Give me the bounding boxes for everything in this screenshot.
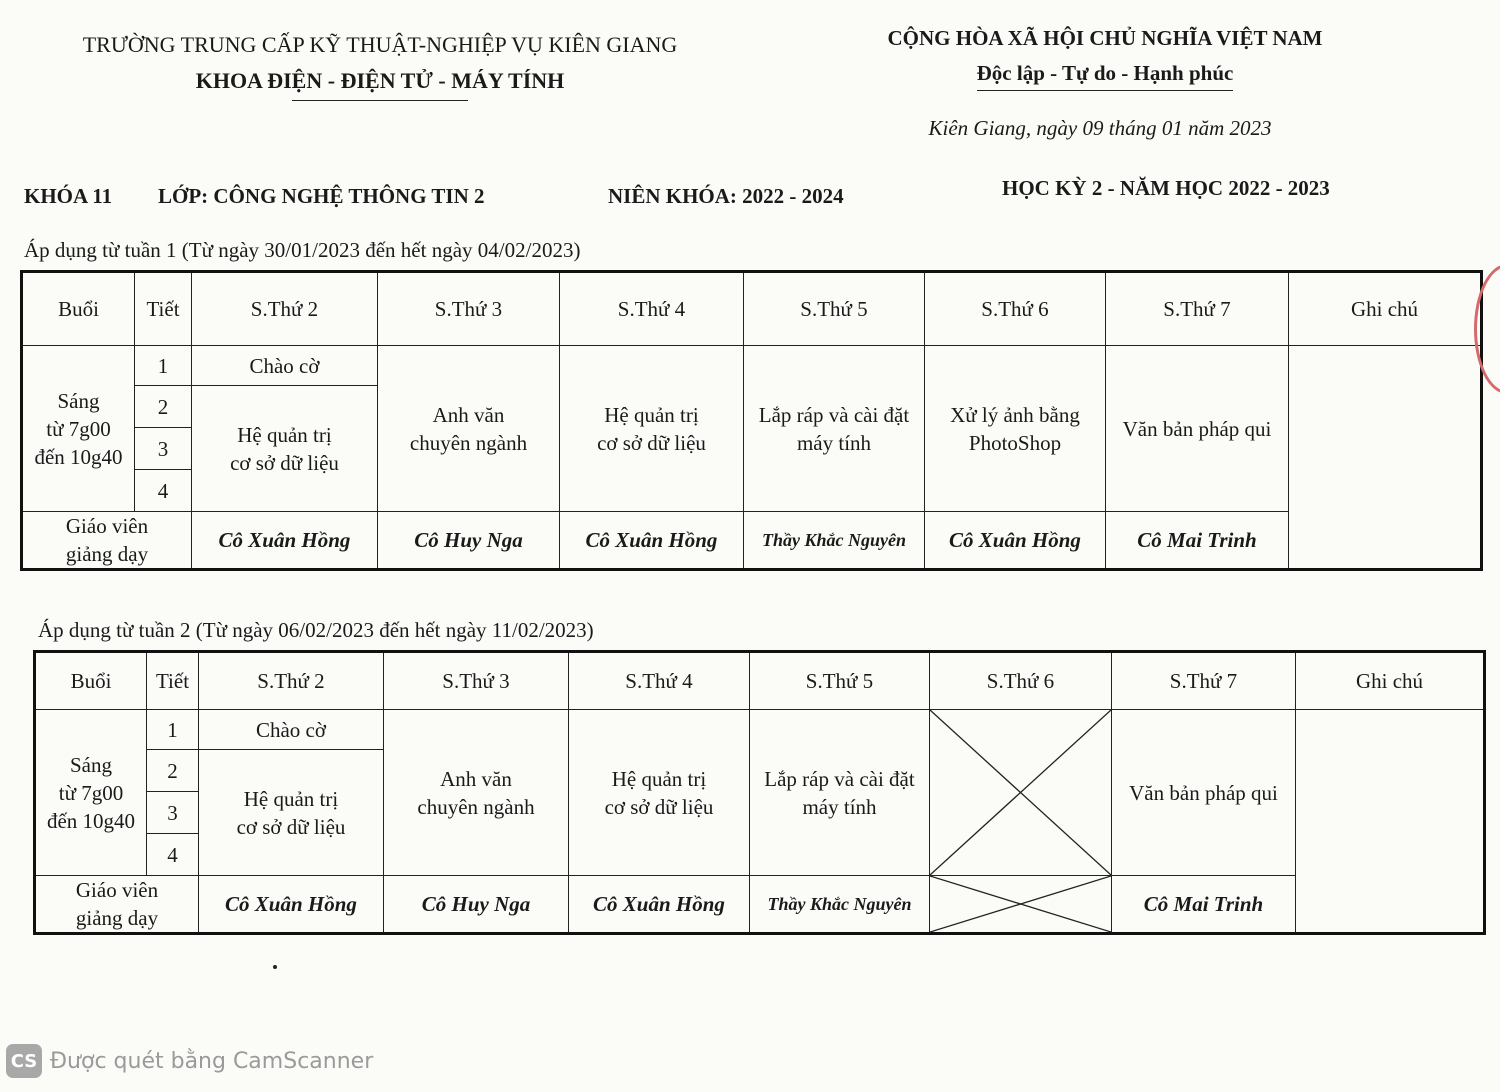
col-ghichu: Ghi chú <box>1289 272 1482 346</box>
col-thu3: S.Thứ 3 <box>378 272 560 346</box>
subject-line: cơ sở dữ liệu <box>230 450 339 475</box>
no-teacher-thu6 <box>930 876 1112 934</box>
school-header <box>20 32 740 101</box>
teacher-thu2: Cô Xuân Hồng <box>192 512 378 570</box>
subject-thu2 <box>192 386 378 512</box>
teacher-thu2: Cô Xuân Hồng <box>199 876 384 934</box>
period-number: 4 <box>147 834 199 876</box>
note-cell <box>1289 346 1482 570</box>
cross-out-mark <box>930 710 1111 875</box>
session-from: từ 7g00 <box>58 780 124 805</box>
teacher-thu4: Cô Xuân Hồng <box>569 876 750 934</box>
subject-line: Hệ quản trị <box>604 402 699 427</box>
subject-thu5 <box>750 710 930 876</box>
session-cell <box>22 346 135 512</box>
scanner-watermark <box>6 1044 373 1078</box>
col-thu4: S.Thứ 4 <box>560 272 744 346</box>
subject-line: cơ sở dữ liệu <box>604 794 714 819</box>
national-header <box>860 26 1350 91</box>
class-label: LỚP: CÔNG NGHỆ THÔNG TIN 2 <box>158 184 485 208</box>
teacher-thu5: Thầy Khắc Nguyên <box>744 512 925 570</box>
subject-line: Văn bản pháp qui <box>1129 780 1278 805</box>
col-thu5: S.Thứ 5 <box>744 272 925 346</box>
subject-thu3 <box>378 346 560 512</box>
semester-label: HỌC KỲ 2 - NĂM HỌC 2022 - 2023 <box>1002 176 1330 200</box>
col-thu6: S.Thứ 6 <box>930 652 1112 710</box>
col-buoi: Buổi <box>35 652 147 710</box>
session-to: đến 10g40 <box>46 808 136 833</box>
col-thu3: S.Thứ 3 <box>384 652 569 710</box>
teacher-row <box>35 876 1485 934</box>
subject-line: chuyên ngành <box>409 430 528 455</box>
col-thu2: S.Thứ 2 <box>192 272 378 346</box>
period-number: 2 <box>147 750 199 792</box>
subject-thu4 <box>560 346 744 512</box>
period-number: 2 <box>135 386 192 428</box>
col-thu2: S.Thứ 2 <box>199 652 384 710</box>
subject-thu7 <box>1106 346 1289 512</box>
subject-thu4 <box>569 710 750 876</box>
subject-line: PhotoShop <box>968 430 1062 455</box>
session-name: Sáng <box>70 752 112 777</box>
flag-ceremony: Chào cờ <box>192 346 378 386</box>
teacher-label-line: giảng dạy <box>65 542 149 566</box>
subject-line: Lắp ráp và cài đặt <box>764 766 915 791</box>
col-thu5: S.Thứ 5 <box>750 652 930 710</box>
teacher-thu4: Cô Xuân Hồng <box>560 512 744 570</box>
col-thu7: S.Thứ 7 <box>1112 652 1296 710</box>
session-from: từ 7g00 <box>46 416 111 441</box>
col-ghichu: Ghi chú <box>1296 652 1485 710</box>
period-number: 3 <box>147 792 199 834</box>
period-number: 3 <box>135 428 192 470</box>
week1-title: Áp dụng từ tuần 1 (Từ ngày 30/01/2023 đến hết ngày 04/02/2023) <box>24 238 581 262</box>
subject-thu5 <box>744 346 925 512</box>
subject-line: cơ sở dữ liệu <box>597 430 706 455</box>
subject-line: Hệ quản trị <box>243 786 339 811</box>
teacher-thu3: Cô Huy Nga <box>378 512 560 570</box>
teacher-label-line: giảng dạy <box>75 906 159 930</box>
col-thu4: S.Thứ 4 <box>569 652 750 710</box>
academic-years: NIÊN KHÓA: 2022 - 2024 <box>608 184 844 208</box>
no-class-thu6 <box>930 710 1112 876</box>
period-row <box>22 346 1482 386</box>
week2-title: Áp dụng từ tuần 2 (Từ ngày 06/02/2023 đến hết ngày 11/02/2023) <box>38 618 594 642</box>
flag-ceremony: Chào cờ <box>199 710 384 750</box>
teacher-row <box>22 512 1482 570</box>
subject-thu7 <box>1112 710 1296 876</box>
header-row <box>22 272 1482 346</box>
subject-line: Hệ quản trị <box>237 422 332 447</box>
session-to: đến 10g40 <box>34 444 123 469</box>
subject-line: chuyên ngành <box>417 794 535 819</box>
subject-line: Anh văn <box>432 402 505 427</box>
teacher-thu7: Cô Mai Trinh <box>1112 876 1296 934</box>
school-name: TRƯỜNG TRUNG CẤP KỸ THUẬT-NGHIỆP VỤ KIÊN GIANG <box>82 32 678 57</box>
subject-line: Anh văn <box>440 766 512 791</box>
subject-line: máy tính <box>796 430 872 455</box>
scanner-text: Được quét bằng CamScanner <box>50 1048 374 1074</box>
faculty-underline <box>292 100 468 101</box>
period-row <box>35 710 1485 750</box>
subject-thu3 <box>384 710 569 876</box>
teacher-thu6: Cô Xuân Hồng <box>925 512 1106 570</box>
document-date: Kiên Giang, ngày 09 tháng 01 năm 2023 <box>928 116 1272 140</box>
cross-out-mark <box>930 876 1111 932</box>
session-cell <box>35 710 147 876</box>
motto: Độc lập - Tự do - Hạnh phúc <box>977 61 1234 91</box>
faculty-name: KHOA ĐIỆN - ĐIỆN TỬ - MÁY TÍNH <box>195 68 565 93</box>
subject-line: Lắp ráp và cài đặt <box>758 402 910 427</box>
teacher-thu3: Cô Huy Nga <box>384 876 569 934</box>
ink-dot <box>273 965 277 969</box>
teacher-thu5: Thầy Khắc Nguyên <box>750 876 930 934</box>
subject-line: Văn bản pháp qui <box>1122 416 1272 441</box>
course-label: KHÓA 11 <box>24 184 113 208</box>
republic-title: CỘNG HÒA XÃ HỘI CHỦ NGHĨA VIỆT NAM <box>887 26 1323 50</box>
header-row <box>35 652 1485 710</box>
teacher-label-line: Giáo viên <box>65 514 149 538</box>
camscanner-logo-icon: CS <box>6 1044 42 1078</box>
period-number: 4 <box>135 470 192 512</box>
period-number: 1 <box>147 710 199 750</box>
period-number: 1 <box>135 346 192 386</box>
subject-thu2 <box>199 750 384 876</box>
session-name: Sáng <box>57 388 100 413</box>
week2-timetable <box>33 650 1486 935</box>
col-thu7: S.Thứ 7 <box>1106 272 1289 346</box>
subject-line: cơ sở dữ liệu <box>236 814 346 839</box>
teacher-label-line: Giáo viên <box>75 878 159 902</box>
subject-thu6 <box>925 346 1106 512</box>
subject-line: Hệ quản trị <box>611 766 707 791</box>
note-cell <box>1296 710 1485 934</box>
col-buoi: Buổi <box>22 272 135 346</box>
col-tiet: Tiết <box>135 272 192 346</box>
week1-timetable <box>20 270 1483 571</box>
subject-line: máy tính <box>802 794 877 819</box>
teacher-label <box>35 876 199 934</box>
teacher-thu7: Cô Mai Trinh <box>1106 512 1289 570</box>
col-thu6: S.Thứ 6 <box>925 272 1106 346</box>
col-tiet: Tiết <box>147 652 199 710</box>
teacher-label <box>22 512 192 570</box>
subject-line: Xử lý ảnh bằng <box>950 402 1080 427</box>
